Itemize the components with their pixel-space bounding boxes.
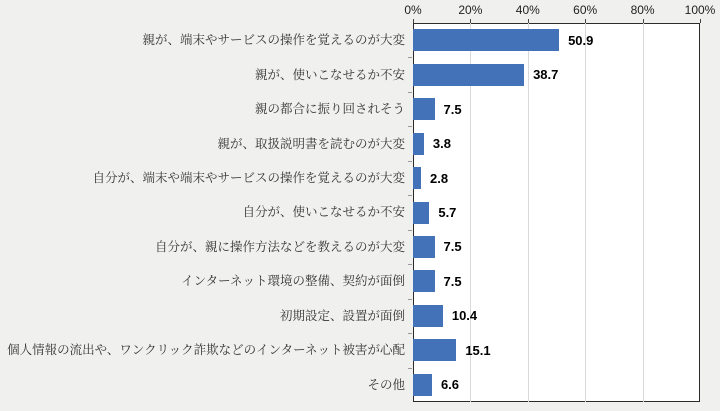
gridline-40 <box>528 23 529 402</box>
bar-segment <box>413 98 435 120</box>
x-axis-tick-label: 60% <box>573 3 598 17</box>
x-axis-tick-label: 100% <box>684 3 716 17</box>
bar-segment <box>413 339 456 361</box>
bar-value-label: 5.7 <box>438 204 457 220</box>
x-axis-tick <box>528 19 529 23</box>
x-axis-tick <box>470 19 471 23</box>
bar-category-label: 初期設定、設置が面倒 <box>279 308 405 323</box>
y-axis-tick <box>408 230 412 231</box>
bar-category-label: 自分が、端末や端末やサービスの操作を覚えるのが大変 <box>92 171 405 186</box>
bar-value-label: 15.1 <box>465 342 491 358</box>
bar-value-label: 6.6 <box>440 377 460 393</box>
x-axis-tick <box>413 19 414 23</box>
x-axis-tick-label: 20% <box>458 3 483 17</box>
y-axis-tick <box>408 264 412 265</box>
gridline-80 <box>643 23 644 402</box>
bar-category-label: 自分が、親に操作方法などを教えるのが大変 <box>154 239 405 254</box>
gridline-60 <box>585 23 586 402</box>
bar-value-label: 10.4 <box>451 308 478 324</box>
x-axis-tick <box>643 19 644 23</box>
x-axis-tick-label: 0% <box>404 3 422 17</box>
x-axis-tick-label: 80% <box>630 3 655 17</box>
bar-segment <box>413 64 524 86</box>
bar-segment <box>413 167 421 189</box>
bar-category-label: 個人情報の流出や、ワンクリック詐欺などのインターネット被害が心配 <box>7 343 405 358</box>
bar-category-label: 親が、端末やサービスの操作を覚えるのが大変 <box>142 33 405 48</box>
bar-segment <box>413 133 424 155</box>
bar-segment <box>413 29 559 51</box>
y-axis-tick <box>408 161 412 162</box>
bar-value-label: 7.5 <box>443 239 462 255</box>
y-axis-tick <box>408 57 412 58</box>
bar-category-label: 自分が、使いこなせるか不安 <box>242 205 405 220</box>
y-axis-tick <box>408 368 412 369</box>
bar-value-label: 3.8 <box>432 136 451 152</box>
bar-value-label: 38.7 <box>533 67 559 83</box>
bar-segment <box>413 270 435 292</box>
y-axis-tick <box>408 195 412 196</box>
bar-value-label: 2.8 <box>430 170 449 186</box>
y-axis-tick <box>408 126 412 127</box>
bar-segment <box>413 236 435 258</box>
bar-category-label: 親の都合に振り回されそう <box>254 102 405 117</box>
bar-value-label: 50.9 <box>568 32 594 48</box>
y-axis-tick <box>408 92 412 93</box>
bar-category-label: 親が、使いこなせるか不安 <box>254 67 405 82</box>
bar-category-label: その他 <box>367 377 405 392</box>
bar-category-label: インターネット環境の整備、契約が面倒 <box>181 274 405 289</box>
bar-value-label: 7.5 <box>443 273 462 289</box>
bar-value-label: 7.5 <box>443 101 462 117</box>
bar-segment <box>413 202 429 224</box>
y-axis-tick <box>408 299 412 300</box>
bar-segment <box>413 374 432 396</box>
bar-category-label: 親が、取扱説明書を読むのが大変 <box>217 136 405 151</box>
x-axis-tick <box>700 19 701 23</box>
x-axis-tick-label: 40% <box>515 3 540 17</box>
bar-segment <box>413 305 443 327</box>
y-axis-tick <box>408 333 412 334</box>
